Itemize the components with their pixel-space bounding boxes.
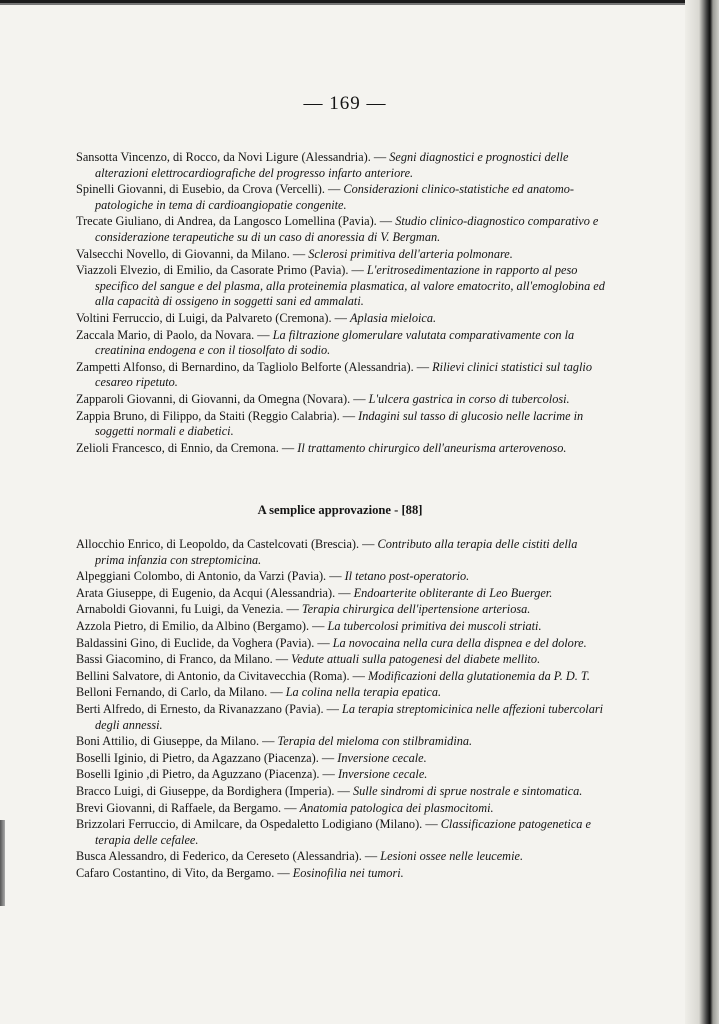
entry-author: Alpeggiani Colombo, di Antonio, da Varzi (Pavia). —: [76, 569, 342, 584]
entry-author: Arnaboldi Giovanni, fu Luigi, da Venezia. —: [76, 602, 299, 617]
list-entry: [76, 328, 609, 359]
list-entry: [76, 849, 609, 865]
list-entry: [76, 569, 609, 585]
entry-thesis-title: Endoarterite obliterante di Leo Buerger.: [353, 585, 553, 600]
entry-author: Belloni Fernando, di Carlo, da Milano. —: [76, 685, 283, 700]
entry-thesis-title: La novocaina nella cura della dispnea e del dolore.: [332, 635, 587, 650]
list-entry: [76, 751, 609, 767]
entry-author: Berti Alfredo, di Ernesto, da Rivanazzano (Pavia). —: [76, 701, 339, 716]
entry-author: Busca Alessandro, di Federico, da Cereseto (Alessandria). —: [76, 849, 378, 864]
entry-thesis-title: L'ulcera gastrica in corso di tubercolosi.: [368, 391, 570, 406]
entry-author: Allocchio Enrico, di Leopoldo, da Castelcovati (Brescia). —: [76, 537, 375, 551]
entry-author: Spinelli Giovanni, di Eusebio, da Crova (Vercelli). —: [76, 182, 341, 197]
entry-thesis-title: Considerazioni clinico-statistiche ed anatomo-patologiche in tema di cardioangiopatie congenite.: [95, 182, 574, 212]
entry-thesis-title: Anatomia patologica dei plasmocitomi.: [299, 800, 494, 815]
list-entry: [76, 767, 609, 783]
entry-author: Zaccala Mario, di Paolo, da Novara. —: [76, 327, 270, 342]
page-number: — 169 —: [303, 93, 387, 114]
section-heading: A semplice approvazione - [88]: [257, 503, 423, 517]
list-entry: [76, 586, 609, 602]
list-entry: [76, 636, 609, 652]
entry-author: Bellini Salvatore, di Antonio, da Civitavecchia (Roma). —: [76, 668, 365, 683]
entry-author: Boselli Iginio, di Pietro, da Agazzano (Piacenza). —: [76, 750, 335, 765]
list-entry: [76, 685, 609, 701]
entry-thesis-title: Classificazione patogenetica e terapia delle cefalee.: [95, 817, 591, 847]
entry-author: Cafaro Costantino, di Vito, da Bergamo. —: [76, 865, 290, 880]
list-entry: [76, 784, 609, 800]
entry-author: Zappia Bruno, di Filippo, da Staiti (Reggio Calabria). —: [76, 408, 356, 423]
entry-author: Bracco Luigi, di Giuseppe, da Bordighera (Imperia). —: [76, 783, 350, 798]
entry-thesis-title: Eosinofilia nei tumori.: [292, 865, 404, 880]
scan-left-mark: [0, 820, 5, 906]
list-entry: [76, 392, 609, 408]
list-entry: [76, 702, 609, 733]
list-entry: [76, 866, 609, 882]
entry-thesis-title: Terapia chirurgica dell'ipertensione arteriosa.: [301, 602, 531, 617]
entry-thesis-title: Rilievi clinici statistici sul taglio cesareo ripetuto.: [95, 359, 592, 390]
entry-thesis-title: Sulle sindromi di sprue nostrale e sintomatica.: [352, 783, 583, 798]
list-entry: [76, 182, 609, 213]
list-entry: [76, 801, 609, 817]
list-entry: [76, 150, 609, 181]
entry-thesis-title: Indagini sul tasso di glucosio nelle lacrime in soggetti normali e diabetici.: [95, 408, 584, 439]
entry-author: Voltini Ferruccio, di Luigi, da Palvareto (Cremona). —: [76, 310, 347, 325]
list-entry: [76, 409, 609, 440]
list-entry: [76, 817, 609, 848]
entry-author: Brizzolari Ferruccio, di Amilcare, da Ospedaletto Lodigiano (Milano). —: [76, 817, 438, 832]
scan-top-border: [0, 0, 719, 14]
entry-author: Zampetti Alfonso, di Bernardino, da Tagliolo Belforte (Alessandria). —: [76, 359, 430, 374]
list-entry: [76, 214, 609, 245]
entry-thesis-title: Inversione cecale.: [337, 750, 427, 765]
entry-thesis-title: Studio clinico-diagnostico comparativo e considerazione terapeutiche su di un caso di anoressia di V. Bergman.: [95, 214, 599, 244]
entry-thesis-title: Inversione cecale.: [337, 767, 428, 782]
entry-thesis-title: Contributo alla terapia delle cistiti della prima infanzia con streptomicina.: [95, 537, 578, 567]
entry-author: Bassi Giacomino, di Franco, da Milano. —: [76, 652, 289, 667]
entry-thesis-title: Modificazioni della glutationemia da P. D. T.: [368, 668, 590, 683]
list-entry: [76, 263, 609, 310]
graduates-list-approval: [76, 537, 609, 882]
list-entry: [76, 602, 609, 618]
entry-author: Arata Giuseppe, di Eugenio, da Acqui (Alessandria). —: [76, 585, 351, 600]
entry-author: Boni Attilio, di Giuseppe, da Milano. —: [76, 734, 275, 749]
entry-author: Boselli Iginio ,di Pietro, da Aguzzano (Piacenza). —: [76, 767, 335, 782]
entry-thesis-title: Lesioni ossee nelle leucemie.: [380, 849, 524, 864]
list-entry: [76, 734, 609, 750]
entry-author: Viazzoli Elvezio, di Emilio, da Casorate Primo (Pavia). —: [76, 263, 364, 278]
list-entry: [76, 652, 609, 668]
entry-thesis-title: La tubercolosi primitiva dei muscoli striati.: [327, 618, 542, 633]
entry-thesis-title: Terapia del mieloma con stilbramidina.: [277, 734, 473, 749]
scan-binding-edge: [685, 0, 719, 1024]
entry-thesis-title: La colina nella terapia epatica.: [285, 685, 442, 700]
list-entry: [76, 247, 609, 263]
list-entry: [76, 537, 609, 568]
entry-thesis-title: Il trattamento chirurgico dell'aneurisma arterovenoso.: [297, 440, 567, 455]
list-entry: [76, 669, 609, 685]
graduates-list-top: [76, 150, 609, 457]
list-entry: [76, 619, 609, 635]
entry-thesis-title: Il tetano post-operatorio.: [344, 569, 470, 584]
entry-author: Azzola Pietro, di Emilio, da Albino (Bergamo). —: [76, 618, 325, 633]
entry-author: Trecate Giuliano, di Andrea, da Langosco Lomellina (Pavia). —: [76, 214, 393, 229]
entry-author: Brevi Giovanni, di Raffaele, da Bergamo. —: [76, 800, 297, 815]
entry-thesis-title: Segni diagnostici e prognostici delle alterazioni elettrocardiografiche del progresso infarto anteriore.: [95, 150, 569, 180]
list-entry: [76, 360, 609, 391]
entry-author: Zelioli Francesco, di Ennio, da Cremona. —: [76, 440, 295, 455]
list-entry: [76, 311, 609, 327]
entry-author: Zapparoli Giovanni, di Giovanni, da Omegna (Novara). —: [76, 391, 366, 406]
list-entry: [76, 441, 609, 457]
entry-thesis-title: La terapia streptomicinica nelle affezioni tubercolari degli annessi.: [95, 701, 604, 732]
entry-thesis-title: L'eritrosedimentazione in rapporto al peso specifico del sangue e del plasma, alla proteinemia plasmatica, al valore ematocrito, all'emoglobina ed alla capacità di ossigeno in soggetti sani ed ammalati.: [95, 263, 605, 309]
entry-thesis-title: Vedute attuali sulla patogenesi del diabete mellito.: [291, 652, 541, 667]
entry-thesis-title: La filtrazione glomerulare valutata comparativamente con la creatinina endogena e con il tiosolfato di sodio.: [95, 327, 575, 358]
entry-author: Baldassini Gino, di Euclide, da Voghera (Pavia). —: [76, 635, 330, 650]
entry-author: Valsecchi Novello, di Giovanni, da Milano. —: [76, 246, 306, 261]
entry-author: Sansotta Vincenzo, di Rocco, da Novi Ligure (Alessandria). —: [76, 150, 387, 164]
entry-thesis-title: Sclerosi primitiva dell'arteria polmonare.: [308, 246, 513, 261]
entry-thesis-title: Aplasia mieloica.: [350, 310, 437, 325]
